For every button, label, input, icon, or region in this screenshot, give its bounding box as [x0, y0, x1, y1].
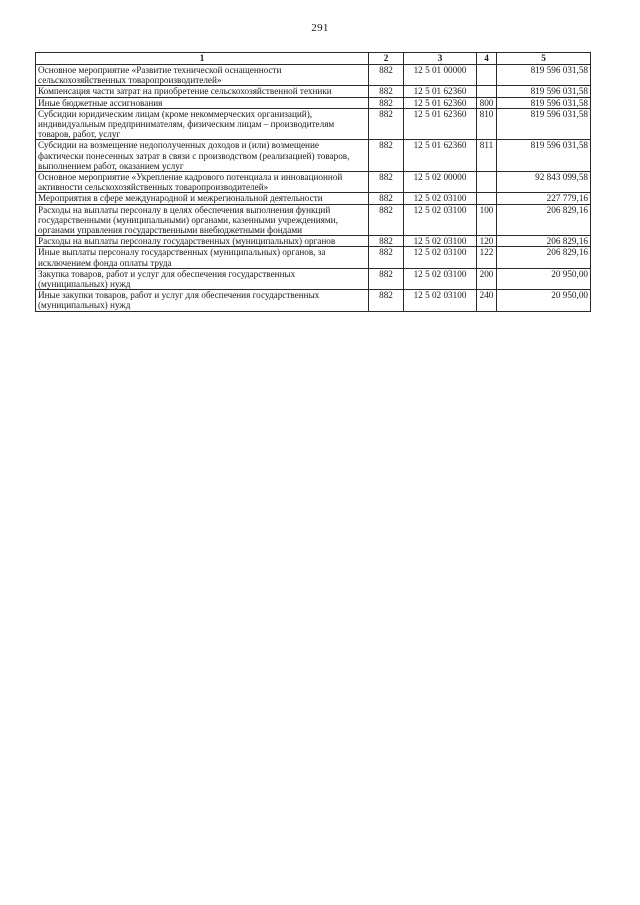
cell-ved-code: 882: [369, 268, 404, 289]
table-row: [36, 140, 591, 172]
cell-target-article: 12 5 01 62360: [404, 108, 477, 140]
table-row: [36, 193, 591, 204]
cell-target-article: 12 5 01 62360: [404, 97, 477, 108]
cell-expense-type: 200: [477, 268, 497, 289]
cell-target-article: 12 5 02 03100: [404, 247, 477, 268]
table-row: [36, 236, 591, 247]
cell-expense-type: 120: [477, 236, 497, 247]
cell-target-article: 12 5 02 03100: [404, 204, 477, 236]
cell-target-article: 12 5 02 03100: [404, 236, 477, 247]
table-row: [36, 86, 591, 97]
cell-ved-code: 882: [369, 247, 404, 268]
cell-name: Основное мероприятие «Развитие технической оснащенности сельскохозяйственных товаропроизводителей»: [36, 65, 369, 86]
cell-ved-code: 882: [369, 236, 404, 247]
table-row: [36, 172, 591, 193]
table-row: [36, 290, 591, 311]
cell-name: Закупка товаров, работ и услуг для обеспечения государственных (муниципальных) нужд: [36, 268, 369, 289]
cell-ved-code: 882: [369, 193, 404, 204]
cell-ved-code: 882: [369, 65, 404, 86]
cell-target-article: 12 5 01 00000: [404, 65, 477, 86]
cell-name: Компенсация части затрат на приобретение сельскохозяйственной техники: [36, 86, 369, 97]
table-row: [36, 268, 591, 289]
cell-name: Субсидии юридическим лицам (кроме некоммерческих организаций), индивидуальным предпринимателям, физическим лицам – производителям товаров, работ, услуг: [36, 108, 369, 140]
cell-target-article: 12 5 01 62360: [404, 86, 477, 97]
cell-amount: 20 950,00: [497, 268, 591, 289]
header-row: [36, 53, 591, 65]
cell-expense-type: 240: [477, 290, 497, 311]
cell-target-article: 12 5 02 03100: [404, 193, 477, 204]
cell-ved-code: 882: [369, 140, 404, 172]
table-row: [36, 65, 591, 86]
budget-table: [35, 52, 591, 312]
cell-expense-type: [477, 193, 497, 204]
table-body: [36, 65, 591, 312]
cell-expense-type: 122: [477, 247, 497, 268]
table-header: [36, 53, 591, 65]
cell-ved-code: 882: [369, 86, 404, 97]
cell-name: Иные закупки товаров, работ и услуг для обеспечения государственных (муниципальных) нужд: [36, 290, 369, 311]
header-col-1: 1: [36, 53, 369, 65]
cell-amount: 819 596 031,58: [497, 86, 591, 97]
cell-target-article: 12 5 02 03100: [404, 268, 477, 289]
table-row: [36, 247, 591, 268]
cell-expense-type: 811: [477, 140, 497, 172]
cell-amount: 819 596 031,58: [497, 108, 591, 140]
cell-expense-type: 100: [477, 204, 497, 236]
header-col-5: 5: [497, 53, 591, 65]
cell-amount: 819 596 031,58: [497, 140, 591, 172]
page-number: 291: [311, 22, 329, 34]
cell-ved-code: 882: [369, 172, 404, 193]
cell-ved-code: 882: [369, 108, 404, 140]
header-col-4: 4: [477, 53, 497, 65]
cell-name: Субсидии на возмещение недополученных доходов и (или) возмещение фактически понесенных затрат в связи с производством (реализацией) товаров, выполнением работ, оказанием услуг: [36, 140, 369, 172]
cell-target-article: 12 5 02 00000: [404, 172, 477, 193]
cell-target-article: 12 5 01 62360: [404, 140, 477, 172]
cell-expense-type: [477, 172, 497, 193]
cell-ved-code: 882: [369, 290, 404, 311]
cell-name: Мероприятия в сфере международной и межрегиональной деятельности: [36, 193, 369, 204]
cell-name: Расходы на выплаты персоналу в целях обеспечения выполнения функций государственными (муниципальными) органами, казенными учреждениями, органами управления государственными внебюджетными фондами: [36, 204, 369, 236]
table-row: [36, 204, 591, 236]
cell-name: Иные бюджетные ассигнования: [36, 97, 369, 108]
table-row: [36, 97, 591, 108]
cell-amount: 227 779,16: [497, 193, 591, 204]
cell-expense-type: 800: [477, 97, 497, 108]
cell-expense-type: 810: [477, 108, 497, 140]
cell-ved-code: 882: [369, 204, 404, 236]
cell-amount: 819 596 031,58: [497, 65, 591, 86]
cell-amount: 206 829,16: [497, 236, 591, 247]
cell-amount: 206 829,16: [497, 204, 591, 236]
cell-expense-type: [477, 86, 497, 97]
cell-name: Основное мероприятие «Укрепление кадрового потенциала и инновационной активности сельскохозяйственных товаропроизводителей»: [36, 172, 369, 193]
cell-amount: 206 829,16: [497, 247, 591, 268]
cell-expense-type: [477, 65, 497, 86]
header-col-3: 3: [404, 53, 477, 65]
cell-name: Расходы на выплаты персоналу государственных (муниципальных) органов: [36, 236, 369, 247]
cell-amount: 20 950,00: [497, 290, 591, 311]
cell-name: Иные выплаты персоналу государственных (муниципальных) органов, за исключением фонда оплаты труда: [36, 247, 369, 268]
cell-target-article: 12 5 02 03100: [404, 290, 477, 311]
cell-ved-code: 882: [369, 97, 404, 108]
header-col-2: 2: [369, 53, 404, 65]
cell-amount: 819 596 031,58: [497, 97, 591, 108]
cell-amount: 92 843 099,58: [497, 172, 591, 193]
table-row: [36, 108, 591, 140]
